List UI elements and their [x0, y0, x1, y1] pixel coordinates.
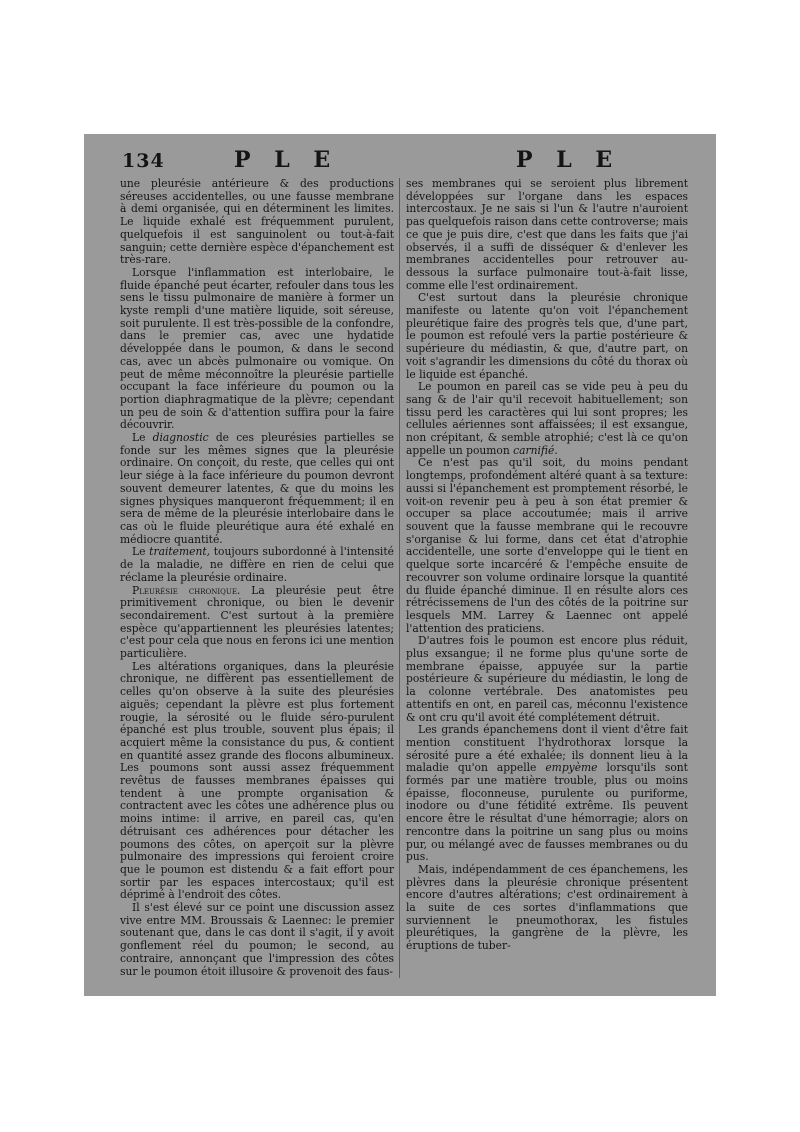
paragraph: Ce n'est pas qu'il soit, du moins pendant longtemps, profondément altéré quant à sa texture: aussi si l'épanchement est promptement résorbé, le voit-on revenir peu à peu à son état premier & occuper sa place accoutumée; mais il arrive souvent que la fausse membrane qui le recouvre s'organise & lui forme, dans cet état d'atrophie accidentelle, une sorte d'enveloppe qui le tient en quelque sorte incarcéré & l'empêche ensuite de recouvrer son volume ordinaire lorsque la quantité du fluide épanché diminue. Il en résulte alors ces rétrécissemens de l'un des côtés de la poitrine sur lesquels MM. Larrey & Laennec ont appelé l'attention des praticiens.	[406, 456, 688, 635]
paragraph	[120, 546, 394, 584]
scanned-page	[84, 134, 716, 996]
text-run: Le poumon en pareil cas se vide peu à peu du sang & de l'air qu'il recevoit habituellement; son tissu perd les caractères qui lui sont propres; les cellules aériennes sont affaissées; il est exsangue, non crépitant, & semble atrophié; c'est là ce qu'on appelle un poumon	[406, 380, 688, 457]
column-divider	[399, 178, 400, 978]
paragraph	[120, 585, 394, 661]
paragraph	[406, 724, 688, 864]
paragraph	[406, 381, 688, 457]
paragraph	[120, 432, 394, 546]
right-column	[406, 178, 688, 986]
text-run: Le	[132, 431, 146, 445]
paragraph: Il s'est élevé sur ce point une discussion assez vive entre MM. Broussais & Laennec: le premier soutenant que, dans le cas dont il s'agit, il y avoit gonflement réel du poumon; le second, au contraire, annonçant que l'impression des côtes sur le poumon étoit illusoire & provenoit des faus-	[120, 901, 394, 978]
text-run: Le	[132, 545, 146, 559]
italic-term: empyème	[545, 761, 598, 775]
left-column	[120, 178, 394, 986]
paragraph: Mais, indépendamment de ces épanchemens, les plèvres dans la pleurésie chronique présentent encore d'autres altérations; c'est ordinairement à la suite de ces sortes d'inflammations que surviennent le pneumothorax, les fistules pleurétiques, la gangrène de la plèvre, les éruptions de tuber-	[406, 862, 688, 953]
paragraph: Les altérations organiques, dans la pleurésie chronique, ne diffèrent pas essentiellement de celles qu'on observe à la suite des pleurésies aiguës; cependant la plèvre est plus fortement rougie, la sérosité ou le fluide séro-purulent épanché est plus trouble, souvent plus épais; il acquiert même la consistance du pus, & contient en quantité assez grande des flocons albumineux. Les poumons sont aussi assez fréquemment revêtus de fausses membranes épaisses qui tendent à une prompte organisation & contractent avec les côtes une adhérence plus ou moins intime: il arrive, en pareil cas, qu'en détruisant ces adhérences pour détacher les poumons des côtes, on aperçoit sur la plèvre pulmonaire des impressions qui feroient croire que le poumon est distendu & a fait effort pour sortir par les espaces intercostaux; qu'il est déprimé à l'endroit des côtes.	[120, 659, 394, 902]
paragraph: Lorsque l'inflammation est interlobaire, le fluide épanché peut écarter, refouler dans tous les sens le tissu pulmonaire de manière à former un kyste rempli d'une matière liquide, soit séreuse, soit purulente. Il est très-possible de la confondre, dans le premier cas, avec une hydatide développée dans le poumon, & dans le second cas, avec un abcès pulmonaire ou vomique. On peut de même méconnoître la pleurésie partielle occupant la face inférieure du poumon ou la portion diaphragmatique de la plèvre; cependant un peu de soin & d'attention suffira pour la faire découvrir.	[120, 265, 394, 432]
page-number: 134	[122, 150, 165, 172]
running-head-right: P L E	[516, 147, 621, 173]
italic-term: carnifié.	[513, 443, 558, 457]
italic-term: traitement,	[149, 545, 211, 559]
paragraph: une pleurésie antérieure & des productions séreuses accidentelles, ou une fausse membrane à demi organisée, qui en déterminent les limites. Le liquide exhalé est fréquemment purulent, quelquefois il est sanguinolent ou tout-à-fait sanguin; cette dernière espèce d'épanchement est très-rare.	[120, 178, 394, 267]
section-heading: Pleurésie chronique.	[132, 583, 241, 597]
text-run: toujours subordonné à l'intensité de la maladie, ne diffère en rien de celui que réclame la pleurésie ordinaire.	[120, 545, 394, 584]
text-run: La pleurésie peut être primitivement chronique, ou bien le devenir secondairement. C'est surtout à la première espèce qu'appartiennent les pleurésies latentes; c'est pour cela que nous en ferons ici une mention particulière.	[120, 583, 394, 661]
paragraph: ses membranes qui se seroient plus librement développées sur l'organe dans les espaces intercostaux. Je ne sais si l'un & l'autre n'auroient pas quelquefois raison dans cette controverse; mais ce que je puis dire, c'est que dans les faits que j'ai observés, il a suffi de disséquer & d'enlever les membranes accidentelles pour retrouver au-dessous la surface pulmonaire tout-à-fait lisse, comme elle l'est ordinairement.	[406, 178, 688, 292]
text-run: Les grands épanchemens dont il vient d'être fait mention constituent l'hydrothorax lorsque la sérosité pure a été exhalée; ils donnent lieu à la maladie qu'on appelle	[406, 723, 688, 775]
text-run: de ces pleurésies partielles se fonde sur les mêmes signes que la pleurésie ordinaire. On conçoit, du reste, que celles qui ont leur siége à la face inférieure du poumon devront souvent demeurer latentes, & que du moins les signes physiques manqueront fréquemment; il en sera de même de la pleurésie interlobaire dans le cas où le fluide pleurétique aura été exhalé en médiocre quantité.	[120, 431, 394, 546]
italic-term: diagnostic	[152, 431, 209, 445]
paragraph: D'autres fois le poumon est encore plus réduit, plus exsangue; il ne forme plus qu'une sorte de membrane épaisse, appuyée sur la partie postérieure & supérieure du médiastin, le long de la colonne vertébrale. Des anatomistes peu attentifs en ont, en pareil cas, méconnu l'existence & ont cru qu'il avoit été complétement détruit.	[406, 634, 688, 724]
paragraph: C'est surtout dans la pleurésie chronique manifeste ou latente qu'on voit l'épanchement pleurétique faire des progrès tels que, d'une part, le poumon est refoulé vers la partie postérieure & supérieure du médiastin, & que, d'autre part, on voit s'agrandir les dimensions du côté du thorax où le liquide est épanché.	[406, 291, 688, 381]
text-run: lorsqu'ils sont formés par une matière trouble, plus ou moins épaisse, floconneuse, purulente ou puriforme, inodore ou d'une fétidité extrême. Ils peuvent encore être le résultat d'une hémorragie; alors on rencontre dans la poitrine un sang plus ou moins pur, ou mélangé avec de fausses membranes ou du pus.	[406, 761, 688, 864]
running-head-left: P L E	[234, 147, 339, 173]
